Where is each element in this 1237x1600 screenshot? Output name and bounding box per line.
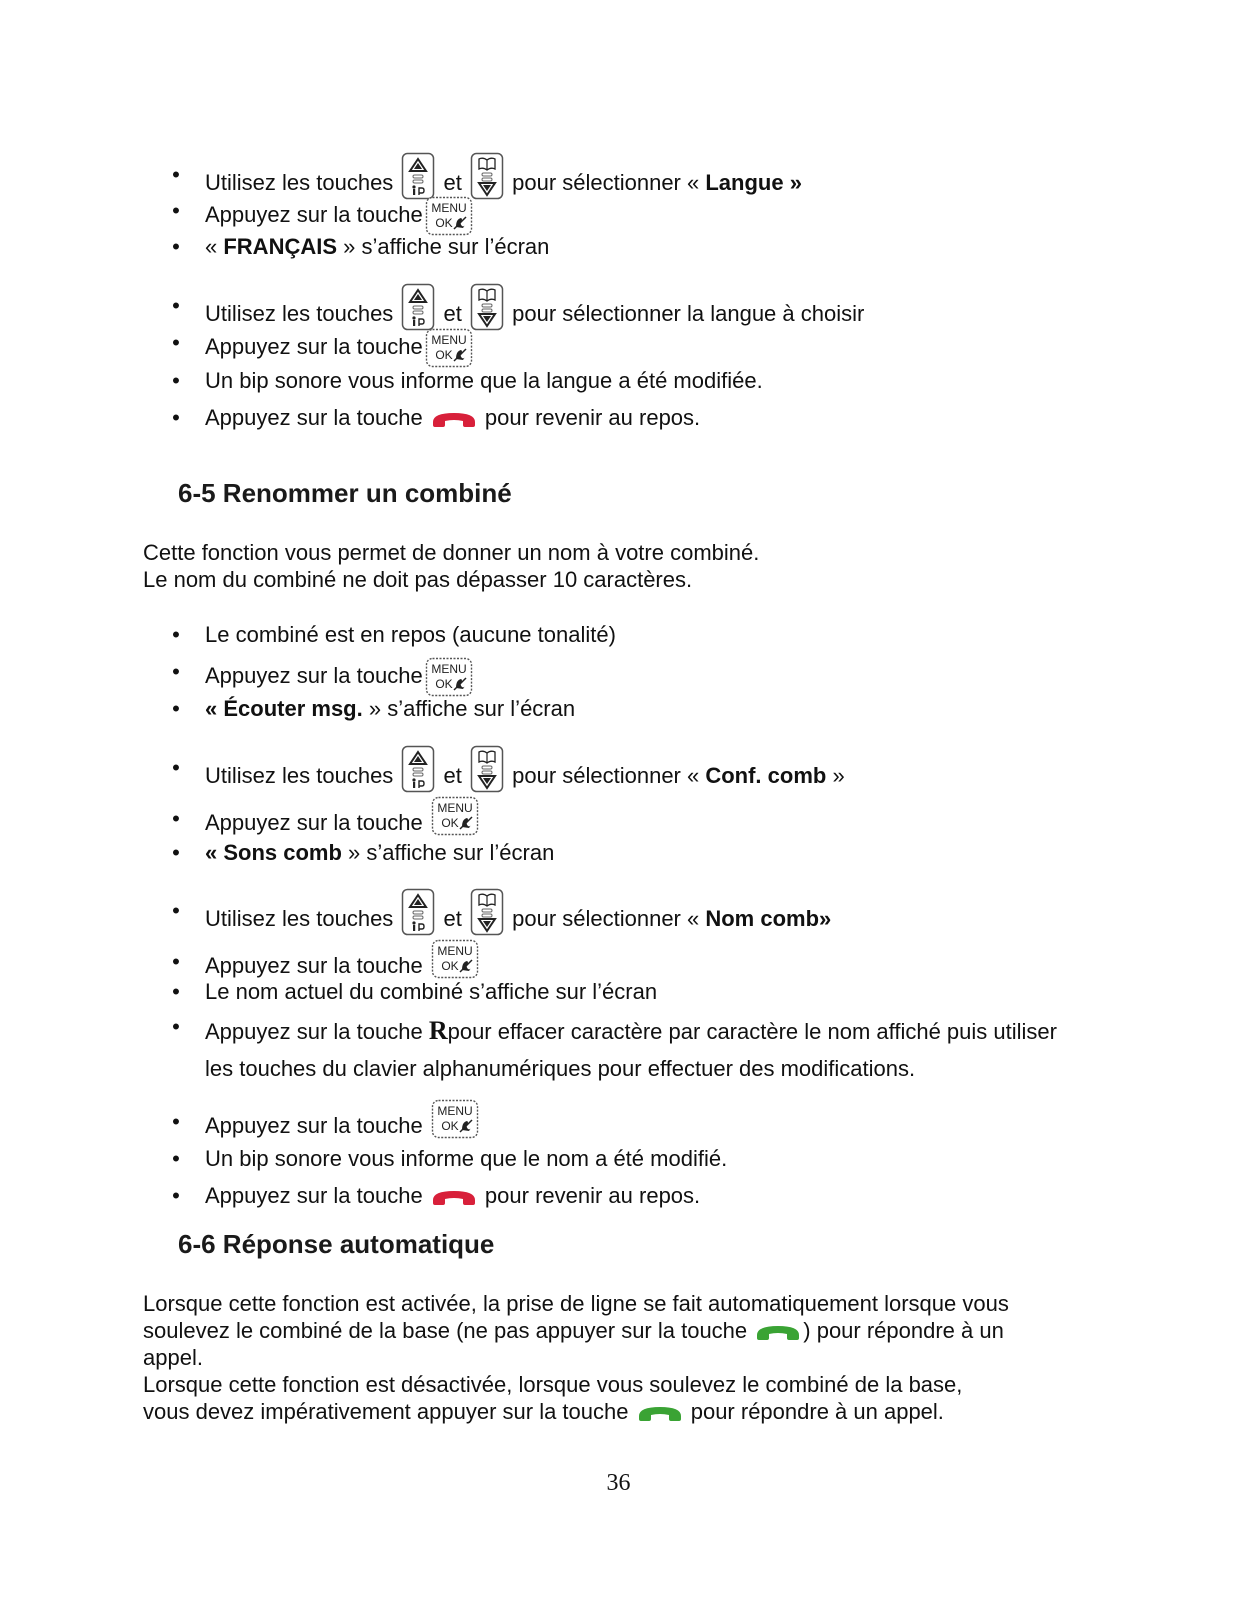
red-hang-up-icon [431,408,477,430]
svg-text:MENU: MENU [431,201,467,215]
up-arrow-key-icon [401,888,435,936]
manual-page: • Utilisez les touches et pour sélectionner « Langue » • Appuyez sur la touche MENU OK • « FRANÇAIS » s’affiche sur l’écran • Utilisez les touches et pour sélectionner la langue à choisir • Appuyez sur la touche MENU OK • Un bip sonore vous informe que la langue a été modifiée. • Appuyez sur la touche pour revenir au repos. 6-5 Renommer un combiné Cette fonction vous permet de donner un nom à votre combiné. Le nom du combiné ne doit pas dépasser 10 caractères. • Le combiné est en repos (aucune tonalité) • Appuyez sur la touche MENU OK • « Écouter msg. » s’affiche sur l’écran • Utilisez les touches et pour sélectionner « Conf. comb » • Appuyez sur la touche MENU OK • « Sons comb » s’affiche sur l’écran • Utilisez les touches et pour sélectionner « Nom comb» • Appuyez sur la touche MENU OK • Le nom actuel du combiné s’affiche sur l’écran • Appuyez sur la touche Rpour effacer caractère par caractère le nom affiché puis utiliser les touches du clavier alphanumériques pour effectuer des modifications. • Appuyez sur la touche MENU OK • Un bip sonore vous informe que le nom a été modifié. • Appuyez sur la touche pour revenir au repos. 6-6 Réponse automatique Lorsque cette fonction est activée, la prise de ligne se fait automatiquement lorsque vous soulevez le combiné de la base (ne pas appuyer sur la touche ) pour répondre à un appel. Lorsque cette fonction est désactivée, lorsque vous soulevez le combiné de la base, vous devez impérativement appuyer sur la touche pour répondre à un appel. 36 [0,0,1237,1600]
down-arrow-book-key-icon [470,745,504,793]
svg-text:OK: OK [441,1119,459,1133]
svg-text:OK: OK [441,816,459,830]
menu-ok-key-icon [431,1099,479,1139]
red-hang-up-icon [431,1186,477,1208]
green-call-icon [637,1402,683,1424]
up-arrow-key-icon [401,745,435,793]
svg-text:MENU: MENU [437,1104,473,1118]
svg-text:OK: OK [435,677,453,691]
up-arrow-key-icon [401,283,435,331]
svg-text:OK: OK [435,216,453,230]
page-number: 36 [606,1470,631,1496]
down-arrow-book-key-icon [470,283,504,331]
r-key-icon: R [428,1016,448,1045]
section-heading-6-6: 6-6 Réponse automatique [178,1229,495,1259]
section-6-5-intro: Cette fonction vous permet de donner un nom à votre combiné. Le nom du combiné ne doit pas dépasser 10 caractères. [143,540,760,592]
svg-text:MENU: MENU [437,801,473,815]
section-heading-6-5: 6-5 Renommer un combiné [178,478,512,508]
menu-ok-key-icon [425,328,473,368]
up-arrow-key-icon [401,152,435,200]
svg-text:MENU: MENU [431,333,467,347]
down-arrow-book-key-icon [470,888,504,936]
menu-ok-key-icon [431,939,479,979]
green-call-icon [755,1321,801,1343]
menu-ok-key-icon [431,796,479,836]
down-arrow-book-key-icon [470,152,504,200]
svg-text:OK: OK [435,348,453,362]
svg-text:MENU: MENU [437,944,473,958]
menu-ok-key-icon [425,657,473,697]
menu-ok-key-icon [425,196,473,236]
section-6-6-text: Lorsque cette fonction est activée, la prise de ligne se fait automatiquement lorsque vous soulevez le combiné de la base (ne pas appuyer sur la touche ) pour répondre à un appel. Lorsque cette fonction est désactivée, lorsque vous soulevez le combiné de la base, vous devez impérativement appuyer sur la touche pour répondre à un appel. [143,1291,1009,1424]
svg-text:OK: OK [441,959,459,973]
svg-text:MENU: MENU [431,662,467,676]
